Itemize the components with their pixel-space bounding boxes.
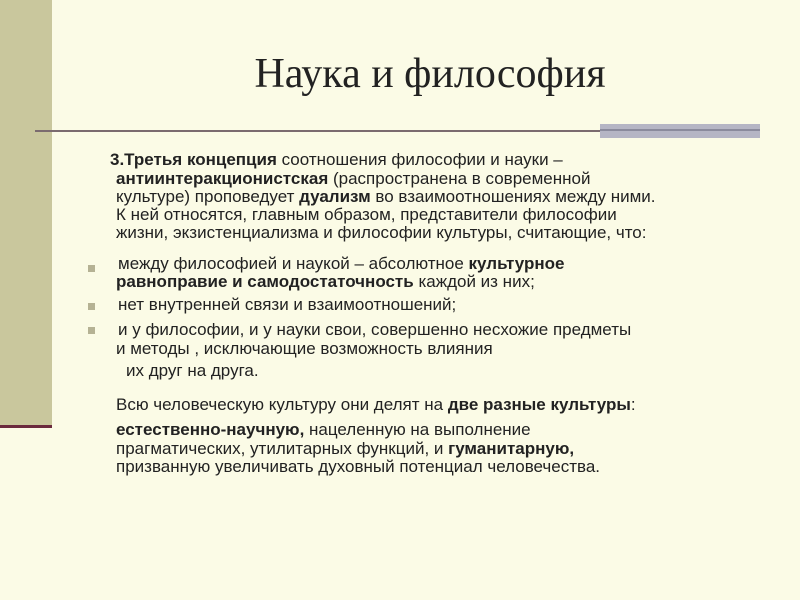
outro-line-2 (116, 420, 531, 440)
bullet-2-line-1: нет внутренней связи и взаимоотношений; (118, 295, 457, 314)
intro-line-3-text-a: культуре) проповедует (116, 187, 300, 206)
outro-line-1-text-b: : (630, 395, 636, 414)
sidebar-accent-bar (0, 0, 52, 425)
intro-term-dualism: дуализм (299, 187, 371, 206)
bullet-1-bold-a: культурное (468, 254, 565, 273)
bullet-marker (88, 265, 95, 272)
outro-two-cultures: две разные культуры (447, 395, 631, 414)
intro-term-anti: антиинтеракционистская (116, 169, 329, 188)
outro-humanitarian: гуманитарную, (448, 439, 575, 458)
bullet-3-line-2: и методы , исключающие возможность влияния (116, 339, 493, 358)
bullet-3-line-1: и у философии, и у науки свои, совершенно несхожие предметы (118, 320, 632, 339)
bullet-marker (88, 327, 95, 334)
bullet-3-line-3: их друг на друга. (126, 361, 259, 380)
outro-line-3 (116, 439, 574, 459)
intro-line-2 (116, 169, 590, 189)
title-divider-block (600, 124, 760, 138)
intro-line-4: К ней относятся, главным образом, представители философии (116, 205, 617, 224)
bullet-marker (88, 303, 95, 310)
intro-line-5: жизни, экзистенциализма и философии культуры, считающие, что: (116, 223, 647, 242)
bullet-1-text-a: между философией и наукой – абсолютное (118, 254, 469, 273)
title-divider-line (35, 130, 600, 132)
intro-line-3-text-b: во взаимоотношениях между ними. (370, 187, 656, 206)
bullet-1-bold-b: равноправие и самодостаточность (116, 272, 414, 291)
intro-line-3 (116, 187, 656, 207)
outro-line-2-text: нацеленную на выполнение (304, 420, 531, 439)
intro-line-1 (110, 150, 563, 170)
slide-title: Наука и философия (254, 51, 606, 97)
intro-line-2-text: (распространена в современной (328, 169, 591, 188)
bullet-1-line-1 (118, 254, 565, 274)
bullet-1-text-b: каждой из них; (413, 272, 535, 291)
outro-natural-science: естественно-научную, (116, 420, 305, 439)
sidebar-accent-edge (0, 425, 52, 428)
intro-concept-heading: 3.Третья концепция (110, 150, 277, 169)
outro-line-1-text-a: Всю человеческую культуру они делят на (116, 395, 448, 414)
intro-line-1-text: соотношения философии и науки – (276, 150, 563, 169)
bullet-1-line-2 (116, 272, 535, 292)
outro-line-4: призванную увеличивать духовный потенциал человечества. (116, 457, 601, 476)
outro-line-3-text: прагматических, утилитарных функций, и (116, 439, 449, 458)
outro-line-1 (116, 395, 636, 415)
